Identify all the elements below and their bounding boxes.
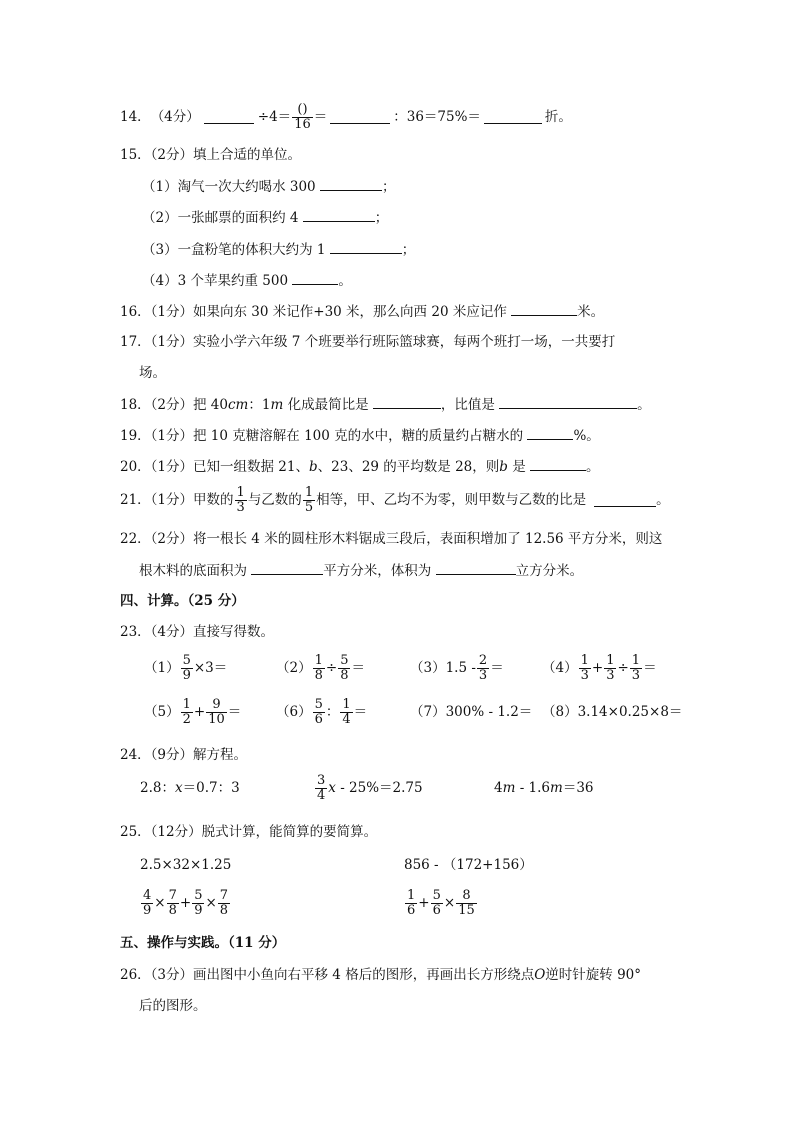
fraction-numerator: 1 — [314, 652, 323, 668]
fraction-numerator: 7 — [168, 887, 177, 903]
section-5-heading: 五、操作与实践。（11 分） — [120, 935, 286, 951]
fraction-numerator: 7 — [219, 887, 229, 903]
equation-variable: m — [550, 780, 563, 796]
fraction-numerator: 1 — [304, 484, 314, 500]
equation-text: ＝36 — [562, 780, 594, 796]
answer-blank[interactable] — [527, 426, 573, 440]
q22-line-2 — [139, 561, 583, 580]
answer-blank[interactable] — [251, 561, 323, 575]
q23-problem-5 — [144, 697, 241, 727]
equation-text: 4 — [494, 780, 503, 796]
fraction — [313, 698, 325, 727]
answer-blank[interactable] — [499, 395, 637, 409]
problem-text: ＝ — [227, 704, 242, 720]
operator: + — [591, 660, 604, 676]
q22-line-1: 22．（2分）将一根长 4 米的圆柱形木料锯成三段后，表面积增加了 12.56 平方分米，则这 — [120, 531, 663, 547]
fraction-denominator: 5 — [304, 499, 314, 515]
q16-text: 16．（1分）如果向东 30 米记作+30 米，那么向西 20 米应记作 — [120, 304, 507, 320]
fraction-numerator: 5 — [314, 696, 323, 712]
fraction-numerator: 2 — [478, 652, 488, 668]
q14-text: ：36＝75%＝ — [393, 109, 481, 125]
q22-text: 根木料的底面积为 — [139, 563, 247, 579]
q15-stem: 15．（2分）填上合适的单位。 — [120, 147, 302, 163]
fraction-numerator: 1 — [342, 696, 351, 712]
fraction — [340, 698, 352, 727]
fraction-denominator: 6 — [407, 902, 416, 918]
fraction-denominator: 4 — [342, 711, 351, 727]
fraction — [181, 654, 193, 683]
q18-unit: cm — [228, 397, 249, 413]
q25-expression-2: 856 - （172+156） — [404, 857, 533, 873]
fraction-numerator: 1 — [407, 887, 416, 903]
q14-text: ＝ — [313, 109, 328, 125]
q14-score: （4分） — [150, 109, 200, 125]
equation-text: ＝0.7：3 — [182, 780, 240, 796]
fraction-denominator: 9 — [182, 667, 191, 683]
fraction-numerator: () — [297, 101, 308, 117]
fraction-denominator: 15 — [458, 902, 475, 918]
operator: ÷ — [617, 660, 629, 676]
problem-label: （5） — [144, 704, 180, 720]
item-text: （2）一张邮票的面积约 4 — [142, 210, 299, 226]
q21-text: 21．（1分）甲数的 — [120, 492, 234, 508]
question-18 — [120, 395, 651, 414]
equation-variable: x — [328, 780, 336, 796]
q15-item-1 — [142, 177, 395, 196]
q24-equation-1 — [140, 779, 240, 797]
q23-problem-2 — [276, 653, 365, 683]
q19-text: 19．（1分）把 10 克糖溶解在 100 克的水中，糖的质量约占糖水的 — [120, 428, 524, 444]
q20-text: 、23、29 的平均数是 28，则 — [317, 459, 500, 475]
fraction — [181, 698, 193, 727]
question-16 — [120, 302, 604, 321]
q24-stem: 24．（9分）解方程。 — [120, 747, 248, 763]
q22-text: 立方分米。 — [515, 563, 584, 579]
fraction-numerator: 1 — [182, 696, 191, 712]
q14-text: 折。 — [544, 109, 572, 125]
fraction — [313, 654, 325, 683]
q21-text: 。 — [656, 492, 670, 508]
answer-blank[interactable] — [292, 271, 338, 285]
problem-text: ＝ — [490, 660, 504, 676]
fraction-numerator: 1 — [236, 484, 245, 500]
fraction-denominator: 16 — [294, 116, 311, 132]
operator: ÷ — [325, 660, 338, 676]
q21-text: 相等，甲、乙均不为零，则甲数与乙数的比是 — [316, 492, 587, 508]
q17-line-1: 17．（1分）实验小学六年级 7 个班要举行班际篮球赛，每两个班打一场，一共要打 — [120, 334, 616, 350]
problem-label: （2） — [276, 660, 312, 676]
operator: + — [179, 895, 192, 911]
fraction-numerator: 1 — [631, 652, 641, 668]
fraction-numerator: 3 — [317, 772, 326, 788]
fraction — [303, 486, 315, 515]
q14-text: ÷4＝ — [257, 109, 292, 125]
fraction-numerator: 4 — [143, 887, 152, 903]
fraction-denominator: 9 — [143, 902, 152, 918]
q23-problem-8: （8）3.14×0.25×8＝ — [542, 704, 683, 720]
operator: + — [418, 895, 430, 911]
answer-blank[interactable] — [594, 493, 656, 507]
fraction-numerator: 1 — [606, 652, 615, 668]
fraction — [405, 889, 417, 918]
equation-variable: x — [174, 780, 183, 796]
fraction-denominator: 3 — [606, 667, 615, 683]
answer-blank[interactable] — [530, 457, 586, 471]
q23-problem-1 — [144, 653, 227, 683]
operator: + — [193, 704, 206, 720]
fraction-denominator: 8 — [314, 667, 323, 683]
q26-text: 逆时针旋转 90° — [545, 967, 642, 983]
fraction — [218, 889, 230, 918]
q20-variable: b — [499, 459, 508, 475]
fraction-denominator: 9 — [194, 902, 203, 918]
fraction — [579, 654, 591, 683]
q14-fraction — [292, 103, 313, 132]
question-21 — [120, 486, 670, 514]
q18-text: 。 — [637, 397, 651, 413]
fraction-numerator: 5 — [182, 652, 191, 668]
q24-equation-2 — [314, 772, 423, 804]
q23-problem-3 — [410, 653, 504, 683]
answer-blank[interactable] — [204, 110, 254, 124]
answer-blank[interactable] — [303, 208, 375, 222]
fraction-denominator: 4 — [317, 787, 326, 803]
q21-text: 与乙数的 — [247, 492, 302, 508]
q15-item-4 — [142, 271, 352, 290]
q23-problem-6 — [276, 697, 367, 727]
fraction — [630, 654, 642, 683]
fraction — [141, 889, 153, 918]
item-text: （3）一盒粉笔的体积大约为 1 — [142, 242, 326, 258]
q26-line-2: 后的图形。 — [139, 998, 207, 1014]
fraction-denominator: 6 — [314, 711, 323, 727]
answer-blank[interactable] — [436, 561, 516, 575]
item-end: 。 — [338, 273, 352, 289]
q17-line-2: 场。 — [139, 365, 166, 381]
q18-text: ，比值是 — [440, 397, 495, 413]
fraction-numerator: 1 — [580, 652, 589, 668]
q23-problem-4 — [542, 653, 657, 683]
fraction-denominator: 3 — [478, 667, 488, 683]
fraction-denominator: 3 — [580, 667, 589, 683]
operator: × — [205, 895, 217, 911]
fraction-numerator: 5 — [194, 887, 203, 903]
fraction-denominator: 8 — [219, 902, 229, 918]
q25-expression-4 — [404, 887, 478, 919]
answer-blank[interactable] — [373, 395, 441, 409]
q23-stem: 23．（4分）直接写得数。 — [120, 624, 275, 640]
problem-label: （3）1.5 - — [410, 660, 476, 676]
fraction — [192, 889, 204, 918]
answer-blank[interactable] — [330, 240, 402, 254]
answer-blank[interactable] — [484, 110, 542, 124]
fraction-denominator: 8 — [340, 667, 349, 683]
q24-equation-3 — [494, 779, 594, 797]
q16-end: 米。 — [577, 304, 605, 320]
fraction-numerator: 8 — [462, 887, 471, 903]
fraction-numerator: 5 — [340, 652, 349, 668]
item-end: ； — [374, 210, 389, 226]
equation-text: - 1.6 — [515, 780, 551, 796]
q15-item-3 — [142, 240, 415, 259]
q22-text: 平方分米，体积为 — [323, 563, 432, 579]
item-end: ； — [381, 179, 396, 195]
q26-point-label: O — [534, 967, 546, 983]
problem-label: （1） — [144, 660, 180, 676]
fraction — [431, 889, 443, 918]
equation-text: - 25%＝2.75 — [335, 780, 423, 796]
answer-blank[interactable] — [320, 177, 382, 191]
q20-text: 是 — [507, 459, 526, 475]
q18-unit: m — [270, 397, 284, 413]
fraction-denominator: 3 — [236, 499, 245, 515]
q14-number: 14． — [120, 109, 151, 125]
fraction — [456, 889, 477, 918]
fraction — [477, 654, 489, 683]
fraction-denominator: 10 — [208, 711, 225, 727]
q23-problem-7: （7）300% - 1.2＝ — [410, 704, 533, 720]
item-text: （4）3 个苹果约重 500 — [142, 273, 289, 289]
fraction — [235, 486, 247, 515]
problem-text: ＝ — [353, 704, 368, 720]
fraction-denominator: 2 — [182, 711, 191, 727]
q18-text: 化成最简比是 — [283, 397, 369, 413]
fraction — [315, 774, 327, 803]
problem-text: ×3＝ — [193, 660, 228, 676]
q19-end: %。 — [573, 428, 600, 444]
q25-expression-1: 2.5×32×1.25 — [140, 857, 232, 873]
q18-text: 18．（2分）把 40 — [120, 397, 228, 413]
operator: × — [154, 895, 166, 911]
fraction-denominator: 3 — [631, 667, 641, 683]
answer-blank[interactable] — [511, 302, 577, 316]
q20-text: 20．（1分）已知一组数据 21、 — [120, 459, 309, 475]
problem-label: （6） — [276, 704, 312, 720]
fraction — [604, 654, 616, 683]
fraction — [167, 889, 179, 918]
item-end: ； — [401, 242, 416, 258]
equation-text: 2.8： — [140, 780, 175, 796]
problem-text: ＝ — [643, 660, 657, 676]
fraction-denominator: 8 — [168, 902, 177, 918]
question-19 — [120, 426, 600, 445]
q26-line-1 — [120, 966, 641, 984]
fraction-numerator: 9 — [212, 696, 221, 712]
question-14 — [120, 101, 572, 132]
q18-text: ：1 — [248, 397, 271, 413]
fraction — [338, 654, 350, 683]
problem-label: （4） — [542, 660, 578, 676]
answer-blank[interactable] — [330, 110, 390, 124]
q26-text: 26．（3分）画出图中小鱼向右平移 4 格后的图形，再画出长方形绕点 — [120, 967, 535, 983]
fraction-denominator: 6 — [432, 902, 441, 918]
q15-item-2 — [142, 208, 388, 227]
fraction-numerator: 5 — [432, 887, 441, 903]
q25-expression-3 — [140, 887, 231, 919]
q20-variable: b — [309, 459, 318, 475]
q25-stem: 25．（12分）脱式计算，能简算的要简算。 — [120, 824, 378, 840]
operator: ： — [325, 704, 340, 720]
section-4-heading: 四、计算。（25 分） — [120, 593, 245, 609]
question-20 — [120, 457, 600, 476]
fraction — [206, 698, 227, 727]
problem-text: ＝ — [351, 660, 365, 676]
equation-variable: m — [502, 780, 516, 796]
item-text: （1）淘气一次大约喝水 300 — [142, 179, 316, 195]
operator: × — [443, 895, 456, 911]
q20-text: 。 — [586, 459, 600, 475]
